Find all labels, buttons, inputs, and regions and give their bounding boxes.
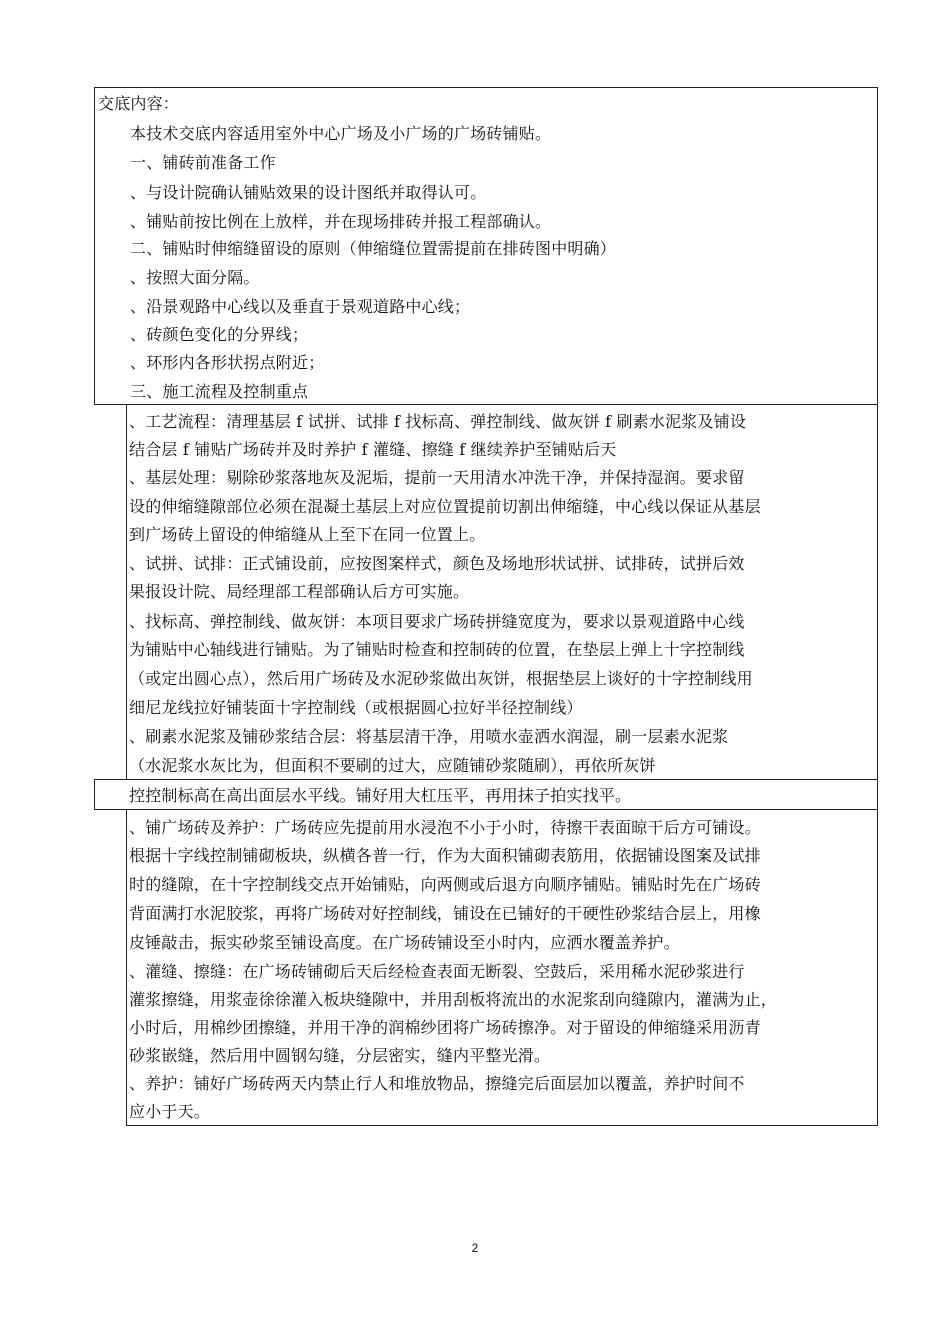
text-line: 到广场砖上留设的伸缩缝从上至下在同一位置上。 — [129, 525, 486, 544]
text-line: 、基层处理：剔除砂浆落地灰及泥垢，提前一天用清水冲洗干净，并保持湿润。要求留 — [129, 468, 745, 487]
text-line: 应小于天。 — [129, 1102, 211, 1121]
text-line: 小时后，用棉纱团擦缝，并用干净的润棉纱团将广场砖擦净。对于留设的伸缩缝采用沥青 — [129, 1018, 761, 1037]
text-line: 、找标高、弹控制线、做灰饼：本项目要求广场砖拼缝宽度为，要求以景观道路中心线 — [129, 612, 745, 631]
text-line: 、试拼、试排：正式铺设前，应按图案样式，颜色及场地形状试拼、试排砖，试拼后效 — [129, 554, 745, 573]
text-line: 细尼龙线拉好铺装面十字控制线（或根据圆心拉好半径控制线） — [129, 698, 583, 717]
text-line: 为铺贴中心轴线进行铺贴。为了铺贴时检查和控制砖的位置，在垫层上弹上十字控制线 — [129, 640, 745, 659]
page-number: 2 — [471, 1241, 479, 1255]
text-line: 皮锤敲击，振实砂浆至铺设高度。在广场砖铺设至小时内，应洒水覆盖养护。 — [129, 933, 680, 952]
text-line: 、养护：铺好广场砖两天内禁止行人和堆放物品，擦缝完后面层加以覆盖，养护时间不 — [129, 1074, 745, 1093]
text-line: 、与设计院确认铺贴效果的设计图纸并取得认可。 — [130, 183, 487, 202]
text-line: 二、铺贴时伸缩缝留设的原则（伸缩缝位置需提前在排砖图中明确） — [130, 239, 617, 258]
text-line: （水泥浆水灰比为，但面积不要刷的过大，应随铺砂浆随刷），再依所灰饼 — [129, 756, 656, 775]
text-line: 、沿景观路中心线以及垂直于景观道路中心线； — [130, 297, 471, 316]
text-line: 、刷素水泥浆及铺砂浆结合层：将基层清干净，用喷水壶洒水润湿，刷一层素水泥浆 — [129, 727, 729, 746]
text-line: 一、铺砖前准备工作 — [130, 153, 276, 172]
text-line: 、工艺流程：清理基层 f 试拼、试排 f 找标高、弹控制线、做灰饼 f 刷素水泥浆及铺设 — [129, 412, 747, 431]
text-line: 根据十字线控制铺砌板块，纵横各普一行，作为大面积铺砌表筋用，依据铺设图案及试排 — [129, 846, 761, 865]
text-line: 控控制标高在高出面层水平线。铺好用大杠压平，再用抹子拍实找平。 — [129, 786, 632, 805]
text-line: 、灌缝、擦缝：在广场砖铺砌后天后经检查表面无断裂、空鼓后，采用稀水泥砂浆进行 — [129, 962, 745, 981]
text-line: 灌浆擦缝，用浆壶徐徐灌入板块缝隙中，并用刮板将流出的水泥浆刮向缝隙内，灌满为止， — [129, 990, 778, 1009]
text-line: 、环形内各形状拐点附近； — [130, 353, 325, 372]
text-line: 砂浆嵌缝，然后用中圆钢勾缝，分层密实，缝内平整光滑。 — [129, 1046, 551, 1065]
text-line: 、铺贴前按比例在上放样，并在现场排砖并报工程部确认。 — [130, 212, 552, 231]
text-line: 时的缝隙，在十字控制线交点开始铺贴，向两侧或后退方向顺序铺贴。铺贴时先在广场砖 — [129, 875, 761, 894]
text-line: 果报设计院、局经理部工程部确认后方可实施。 — [129, 582, 470, 601]
text-line: 结合层 f 铺贴广场砖并及时养护 f 灌缝、擦缝 f 继续养护至铺贴后天 — [129, 440, 617, 459]
text-line: 、按照大面分隔。 — [130, 268, 260, 287]
text-line: 背面满打水泥胶浆，再将广场砖对好控制线，铺设在已铺好的干硬性砂浆结合层上，用橡 — [129, 904, 761, 923]
text-line: 三、施工流程及控制重点 — [130, 382, 309, 401]
text-line: 本技术交底内容适用室外中心广场及小广场的广场砖铺贴。 — [130, 124, 552, 143]
text-line: 、砖颜色变化的分界线； — [130, 325, 309, 344]
text-line: 、铺广场砖及养护：广场砖应先提前用水浸泡不小于小时，待擦干表面晾干后方可铺设。 — [129, 818, 761, 837]
section-heading: 交底内容： — [98, 94, 180, 113]
text-line: 设的伸缩缝隙部位必须在混凝土基层上对应位置提前切割出伸缩缝，中心线以保证从基层 — [129, 497, 761, 516]
text-line: （或定出圆心点），然后用广场砖及水泥砂浆做出灰饼，根据垫层上谈好的十字控制线用 — [129, 669, 753, 688]
